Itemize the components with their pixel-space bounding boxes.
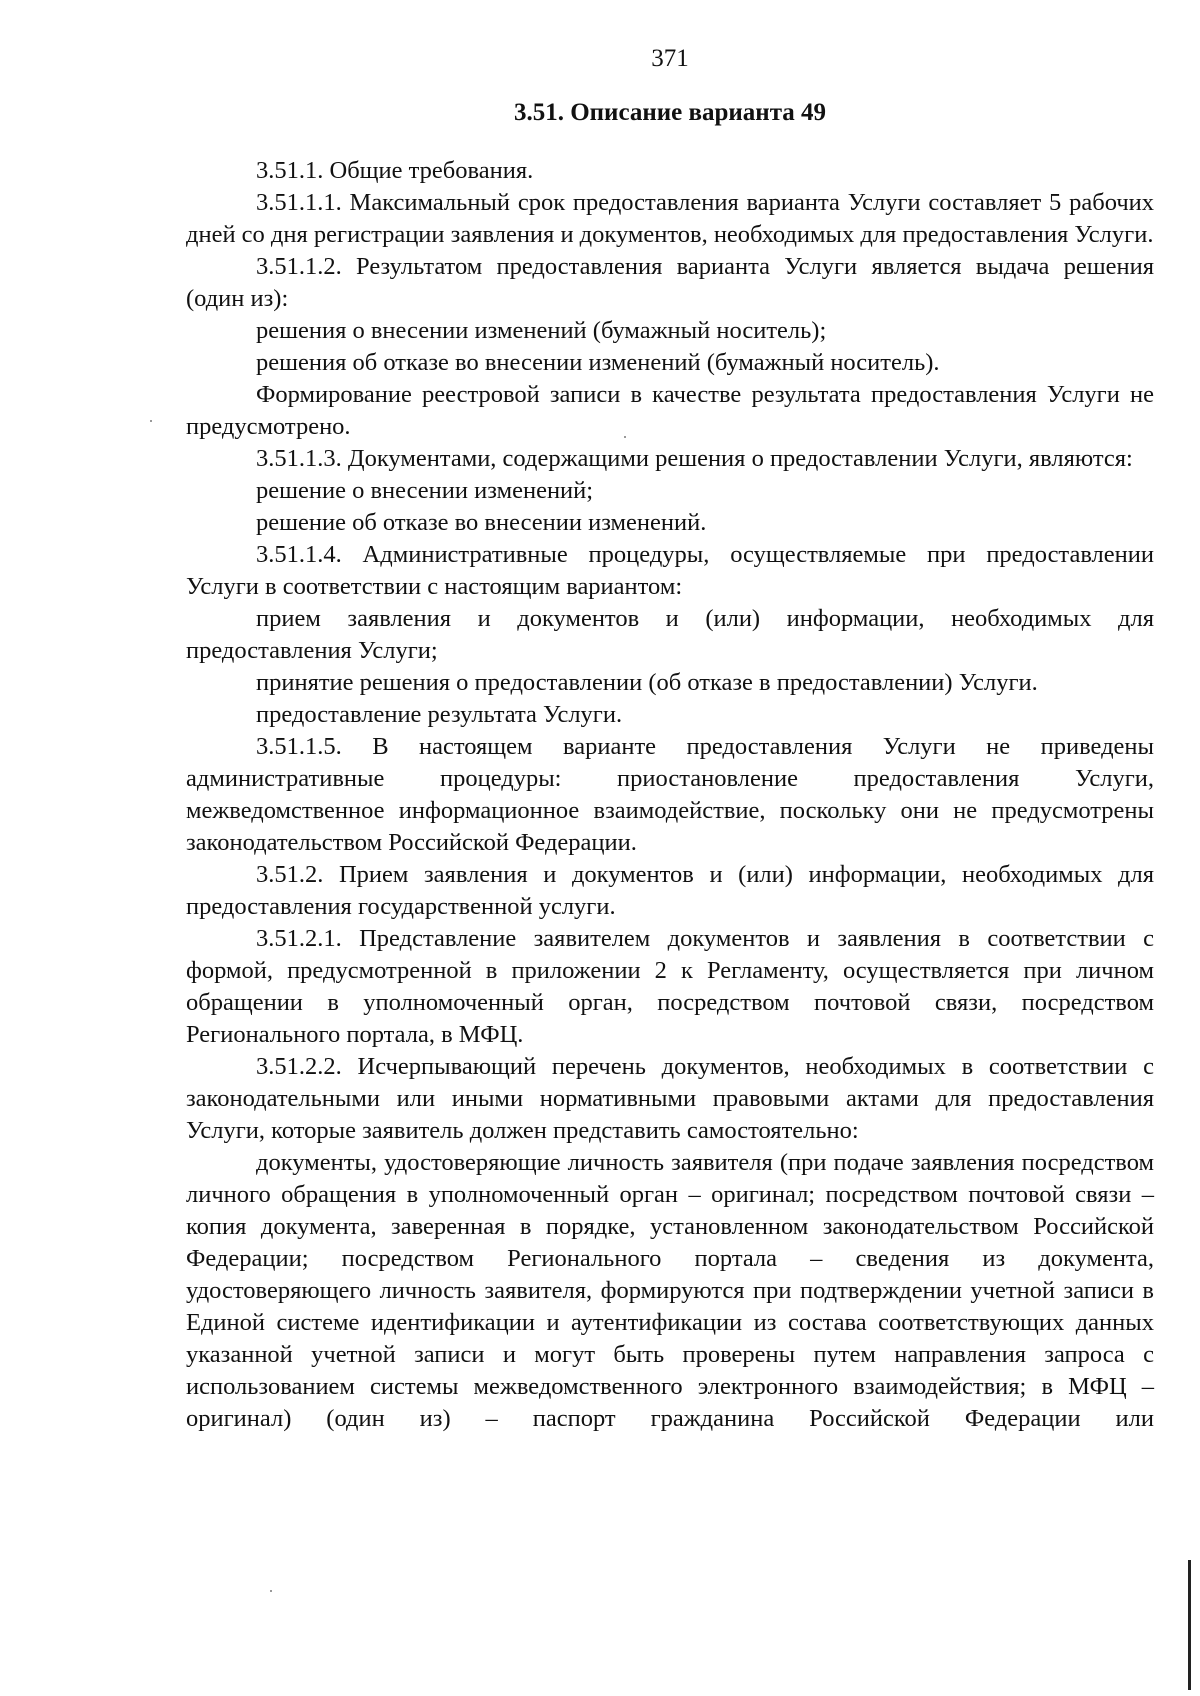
paragraph-documents-decisions: 3.51.1.3. Документами, содержащими решения о предоставлении Услуги, являются: — [256, 445, 1133, 472]
paragraph-identity-documents: документы, удостоверяющие личность заявителя (при подаче заявления посредством личного обращения в уполномоченный орган – оригинал; посредством почтовой связи – копия документа, заверенная в порядке, установленном законодательством Российской Федерации; посредством Регионального портала – сведения из документа, удостоверяющего личность заявителя, формируются при подтверждении учетной записи в Единой системе идентификации и аутентификации из состава соответствующих данных указанной учетной записи и могут быть проверены путем направления запроса с использованием системы межведомственного электронного взаимодействия; в МФЦ – оригинал) (один из) – паспорт гражданина Российской Федерации или — [186, 1149, 1154, 1432]
paragraph-documents-list: 3.51.2.2. Исчерпывающий перечень документов, необходимых в соответствии с законодательными или иными нормативными правовыми актами для предоставления Услуги, которые заявитель должен представить самостоятельно: — [186, 1053, 1154, 1144]
list-item-receipt: прием заявления и документов и (или) информации, необходимых для предоставления Услуги; — [186, 605, 1154, 664]
paragraph-receipt-section: 3.51.2. Прием заявления и документов и (или) информации, необходимых для предоставления государственной услуги. — [186, 861, 1154, 920]
scan-speck — [624, 436, 626, 438]
scan-speck — [150, 420, 152, 422]
list-item-decision-change: решения о внесении изменений (бумажный носитель); — [256, 317, 827, 344]
paragraph-result: 3.51.1.2. Результатом предоставления варианта Услуги является выдача решения (один из): — [186, 253, 1154, 312]
page-number: 371 — [651, 45, 689, 72]
paragraph-not-provided-procedures: 3.51.1.5. В настоящем варианте предоставления Услуги не приведены административные процедуры: приостановление предоставления Услуги, межведомственное информационное взаимодействие, поскольку они не предусмотрены законодательством Российской Федерации. — [186, 733, 1154, 856]
paragraph-max-term: 3.51.1.1. Максимальный срок предоставления варианта Услуги составляет 5 рабочих дней со дня регистрации заявления и документов, необходимых для предоставления Услуги. — [186, 189, 1154, 248]
list-item-decision-refusal: решения об отказе во внесении изменений (бумажный носитель). — [256, 349, 940, 376]
section-title: 3.51. Описание варианта 49 — [513, 99, 827, 126]
list-item-decision-making: принятие решения о предоставлении (об отказе в предоставлении) Услуги. — [256, 669, 1038, 696]
list-item-decision-refusal-doc: решение об отказе во внесении изменений. — [256, 509, 707, 536]
paragraph-admin-procedures: 3.51.1.4. Административные процедуры, осуществляемые при предоставлении Услуги в соответствии с настоящим вариантом: — [186, 541, 1154, 600]
paragraph-registry-record: Формирование реестровой записи в качестве результата предоставления Услуги не предусмотрено. — [186, 381, 1154, 440]
scan-edge-mark — [1188, 1560, 1191, 1690]
list-item-decision-change-doc: решение о внесении изменений; — [256, 477, 594, 504]
paragraph-general-requirements: 3.51.1. Общие требования. — [256, 157, 534, 184]
document-body — [186, 155, 1154, 1435]
paragraph-submission-methods: 3.51.2.1. Представление заявителем документов и заявления в соответствии с формой, предусмотренной в приложении 2 к Регламенту, осуществляется при личном обращении в уполномоченный орган, посредством почтовой связи, посредством Регионального портала, в МФЦ. — [186, 925, 1154, 1048]
list-item-result-provision: предоставление результата Услуги. — [256, 701, 623, 728]
scan-speck — [270, 1590, 272, 1592]
